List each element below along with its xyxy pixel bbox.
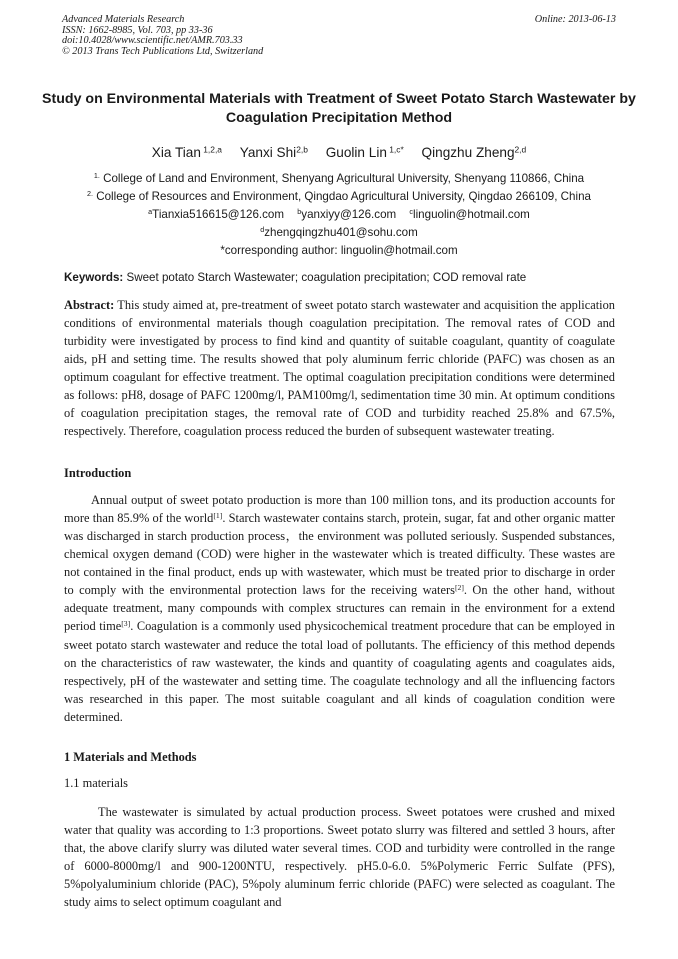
email: $^a$Tianxia516615@126.com xyxy=(148,207,285,221)
running-header xyxy=(62,15,616,65)
materials-paragraph: The wastewater is simulated by actual production process. Sweet potatoes were crushed and mixed water that quality was according to 1:3 proportions. Sweet potato slurry was filtered and settled 3 hours, after that, the above clarify slurry was diluted water several times. COD and turbidity were controlled in the range of 6000-8000mg/l and 900-1200NTU, respectively. pH5.0-6.0. 5%Polymeric Ferric Sulfate (PFS), 5%polyaluminium chloride (PAC), 5%poly aluminum ferric chloride (PAFC) were selected as coagulant. The study aims to select optimum coagulant and xyxy=(64,805,615,910)
affiliation-1: $^{1.}$ College of Land and Environment, Shenyang Agricultural University, Shenyang 110866, China xyxy=(93,171,585,185)
author-list xyxy=(0,144,678,162)
author: Guolin Lin $^{1,c*}$ xyxy=(325,144,404,160)
keywords: Keywords: Sweet potato Starch Wastewater; coagulation precipitation; COD removal rate xyxy=(64,271,527,284)
issn-line: ISSN: 1662-8985, Vol. 703, pp 33-36 xyxy=(62,24,213,36)
section-heading-materials-methods: 1 Materials and Methods xyxy=(64,750,197,764)
online-date: Online: 2013-06-13 xyxy=(534,14,616,25)
author: Xia Tian $^{1,2,a}$ xyxy=(151,144,222,160)
copyright-line: © 2013 Trans Tech Publications Ltd, Switzerland xyxy=(62,45,264,57)
journal-name: Advanced Materials Research xyxy=(62,14,185,25)
email-line-2 xyxy=(0,226,678,240)
subsection-heading-materials: 1.1 materials xyxy=(64,776,128,790)
section-heading-introduction: Introduction xyxy=(64,466,132,480)
author: Yanxi Shi$^{2,b}$ xyxy=(239,144,308,160)
email-line-1 xyxy=(0,208,678,222)
doi-line: doi:10.4028/www.scientific.net/AMR.703.33 xyxy=(62,35,243,47)
corresponding-author: *corresponding author: linguolin@hotmail.com xyxy=(220,244,458,257)
introduction-paragraph: Annual output of sweet potato production is more than 100 million tons, and its production accounts for more than 85.9% of the world[1]. Starch wastewater contains starch, protein, sugar, fat and other organic matter was discharged in starch production process，the environment was polluted seriously. Suspended substances, chemical oxygen demand (COD) were higher in the wastewater which is treated difficulty. These wastes are not contained in the final product, ends up with wastewater, which must be treated prior to discharge in order to comply with the environmental protection laws for the receiving waters[2]. On the other hand, without adequate treatment, many compounds with complex structures can remain in the environment for a extend period time[3]. Coagulation is a commonly used physicochemical treatment procedure that can be employed in sweet potato starch wastewater and reduce the total load of pollutants. The efficiency of this method depends on the characteristics of raw wastewater, the kinds and quantity of coagulating agents and coagulates aids, respectively, pH of the wastewater and setting time. The coagulate technology and all the influencing factors was researched in this paper. The most suitable coagulant and all kinds of coagulation condition were determined. xyxy=(64,493,615,724)
paper-title: Study on Environmental Materials with Treatment of Sweet Potato Starch Wastewater by Coagulation Precipitation Method xyxy=(42,91,636,126)
email: $^b$yanxiyy@126.com xyxy=(297,207,397,221)
email: $^d$zhengqingzhu401@sohu.com xyxy=(260,225,418,239)
email: $^c$linguolin@hotmail.com xyxy=(409,207,530,221)
affiliation-2: $^{2.}$ College of Resources and Environment, Qingdao Agricultural University, Qingdao 266109, China xyxy=(87,189,591,203)
abstract: Abstract: This study aimed at, pre-treatment of sweet potato starch wastewater and acquisition the application conditions of environmental materials though coagulation precipitation. The removal rates of COD and turbidity were investigated by process to find kind and quantity of suitable coagulant, quantity of coagulate aids, pH and setting time. The results showed that poly aluminum ferric chloride (PAFC) was chosen as an optimum coagulant for effective treatment. The optimal coagulation precipitation conditions were determined as follows: pH8, dosage of PAFC 1200mg/l, PAM100mg/l, sedimentation time 30 min. At optimum conditions of coagulation precipitation stages, the removal rate of COD and turbidity reached 25.8% and 67.5%, respectively. Therefore, coagulation process reduced the burden of subsequent wastewater treating. xyxy=(64,298,615,439)
author: Qingzhu Zheng$^{2,d}$ xyxy=(421,144,527,160)
